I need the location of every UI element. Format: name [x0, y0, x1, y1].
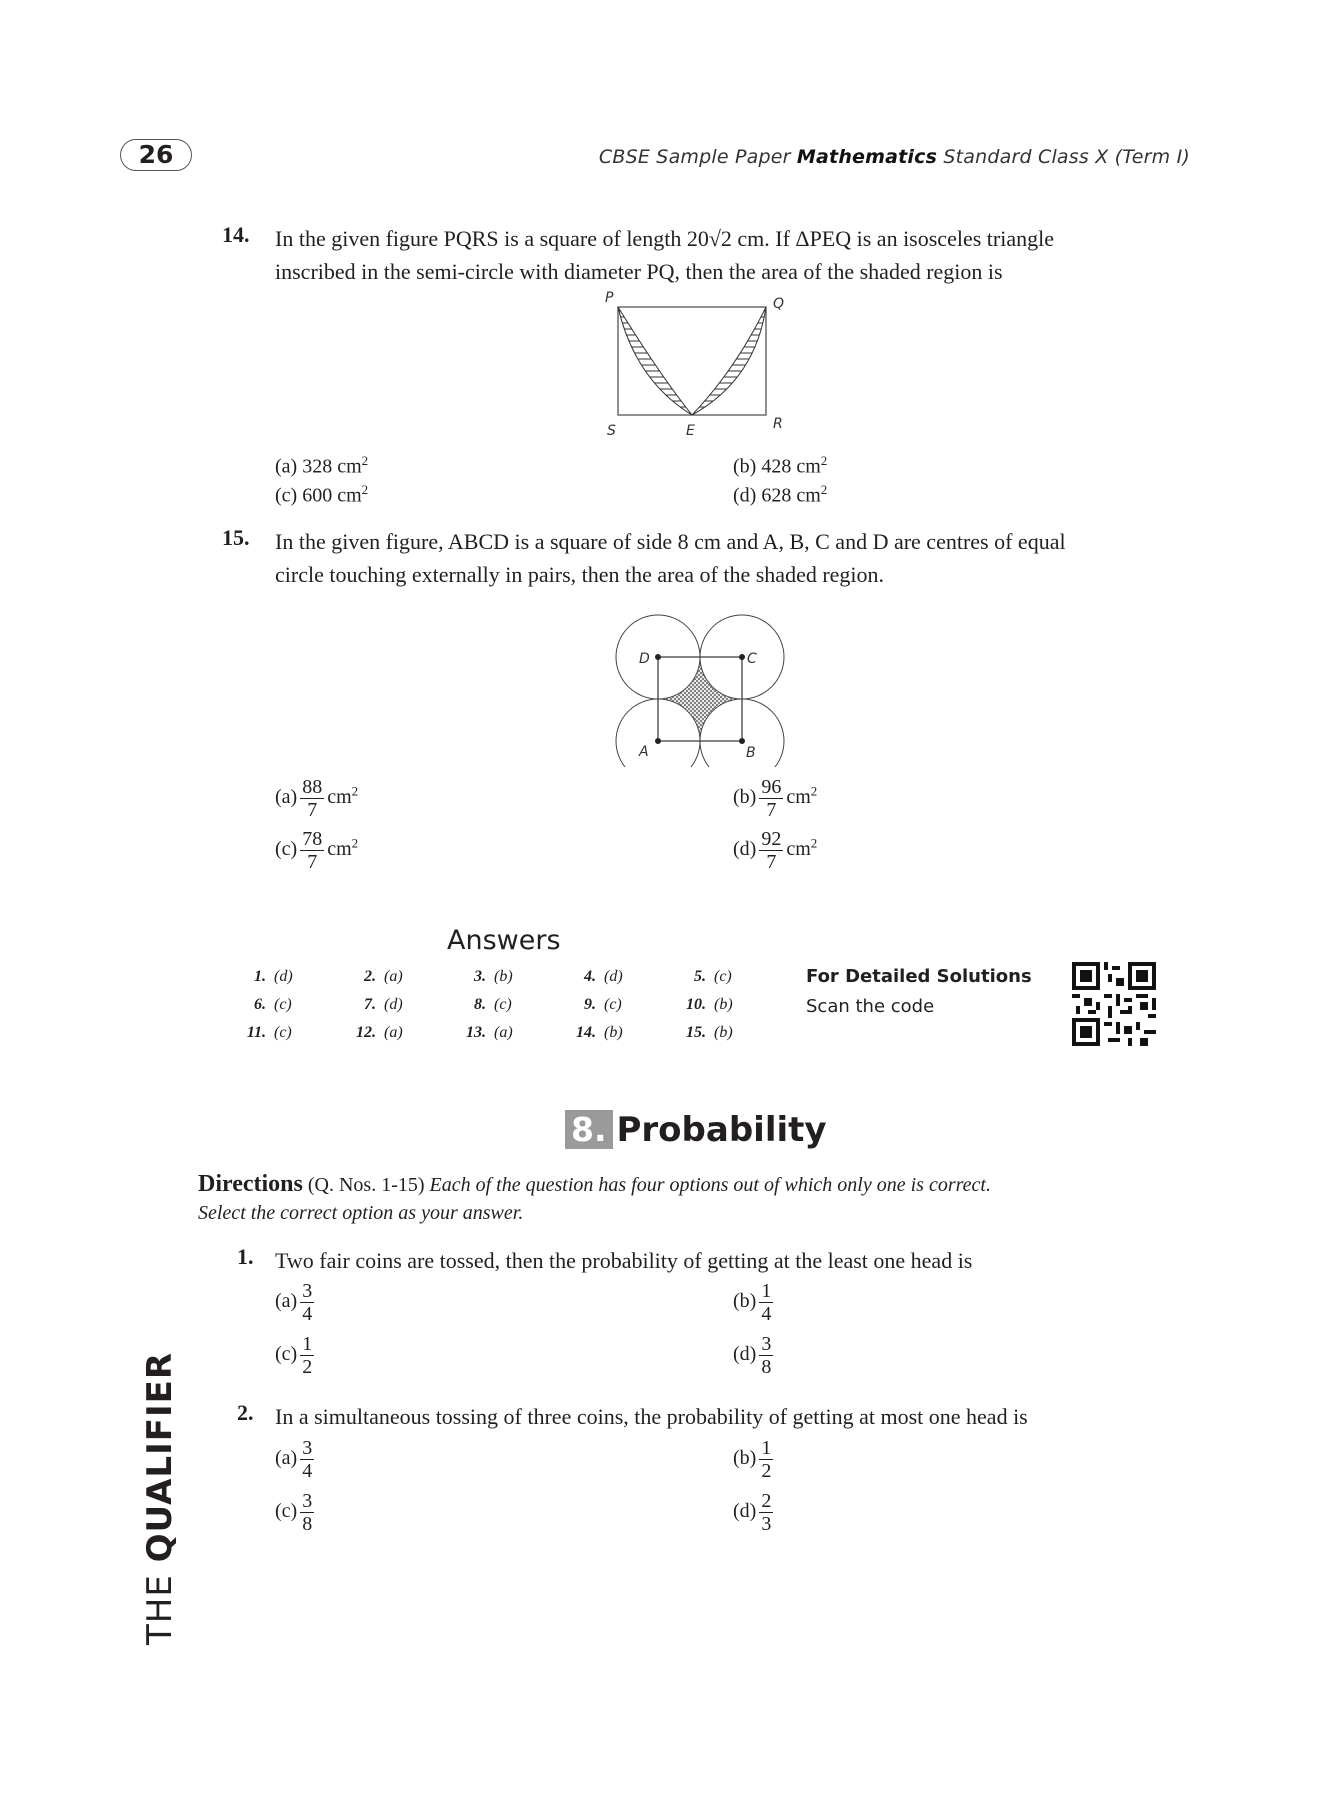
question-15-text: [275, 525, 1066, 591]
question-2-number: 2.: [237, 1400, 254, 1425]
square-semicircle-figure: [595, 290, 795, 440]
running-head-prefix: CBSE Sample Paper: [598, 146, 797, 168]
q14-option-d: (d) 628 $cm^2$: [733, 482, 828, 507]
answer-item: 14. (b): [576, 1024, 623, 1041]
directions: [198, 1170, 1168, 1227]
question-15-line1: In the given figure, ABCD is a square of side 8 cm and A, B, C and D are centres of equal: [275, 529, 1066, 554]
question-14-number: 14.: [222, 222, 250, 247]
question-2-text: In a simultaneous tossing of three coins, the probability of getting at most one head is: [275, 1404, 1028, 1429]
answer-item: 5. (c): [694, 968, 732, 985]
q2-option-d: (d) $\frac{2}{3}$: [733, 1490, 772, 1535]
page-number-badge: [120, 139, 192, 171]
answer-item: 1. (d): [254, 968, 293, 985]
answer-item: 6. (c): [254, 996, 292, 1013]
running-head-suffix: Standard Class X (Term I): [937, 146, 1190, 168]
running-head: [599, 146, 1190, 168]
q1-option-b: (b) $\frac{1}{4}$: [733, 1280, 772, 1325]
q15-option-d: (d) $\frac{92}{7}$ $cm^2$: [733, 828, 818, 873]
answer-item: 12. (a): [356, 1024, 403, 1041]
answers-title: Answers: [447, 925, 561, 956]
label-r: R: [773, 416, 783, 432]
answer-item: 2. (a): [364, 968, 403, 985]
answer-item: 4. (d): [584, 968, 623, 985]
q2-option-b: (b) $\frac{1}{2}$: [733, 1437, 772, 1482]
page-number: 26: [138, 140, 174, 169]
label-e: E: [686, 423, 695, 439]
directions-range: (Q. Nos. 1-15): [307, 1174, 425, 1196]
label-c: C: [747, 651, 757, 667]
q15-option-a: (a) $\frac{88}{7}$ $cm^2$: [275, 776, 359, 821]
solutions-subtext: Scan the code: [806, 996, 935, 1017]
answer-item: 11. (c): [246, 1024, 292, 1041]
question-14-text: [275, 222, 1054, 288]
label-a: A: [639, 744, 649, 760]
qr-code-icon[interactable]: [1072, 962, 1156, 1046]
answer-item: 3. (b): [474, 968, 513, 985]
q1-option-c: (c) $\frac{1}{2}$: [275, 1333, 313, 1378]
brand-light: THE: [140, 1562, 180, 1645]
chapter-title: Probability: [616, 1110, 827, 1150]
directions-text-1: Each of the question has four options out of which only one is correct.: [429, 1174, 991, 1196]
q15-option-c: (c) $\frac{78}{7}$ $cm^2$: [275, 828, 359, 873]
q1-option-d: (d) $\frac{3}{8}$: [733, 1333, 772, 1378]
answer-item: 8. (c): [474, 996, 512, 1013]
question-1-text: Two fair coins are tossed, then the probability of getting at the least one head is: [275, 1248, 973, 1273]
chapter-number: 8.: [565, 1110, 613, 1149]
label-d: D: [639, 651, 650, 667]
q2-option-a: (a) $\frac{3}{4}$: [275, 1437, 313, 1482]
solutions-heading: For Detailed Solutions: [806, 966, 1032, 987]
directions-label: Directions: [198, 1171, 303, 1197]
label-s: S: [607, 423, 616, 439]
answer-item: 15. (b): [686, 1024, 733, 1041]
question-15-number: 15.: [222, 525, 250, 550]
running-head-subject: Mathematics: [796, 146, 938, 168]
answers-grid: [222, 968, 782, 1058]
four-circles-figure: [605, 597, 785, 767]
label-b: B: [746, 745, 756, 761]
answer-item: 7. (d): [364, 996, 403, 1013]
chapter-heading: [565, 1110, 827, 1150]
question-1-number: 1.: [237, 1244, 254, 1269]
directions-text-2: Select the correct option as your answer.: [198, 1202, 524, 1224]
q14-option-a: (a) 328 $cm^2$: [275, 453, 369, 478]
q15-option-b: (b) $\frac{96}{7}$ $cm^2$: [733, 776, 818, 821]
answer-item: 9. (c): [584, 996, 622, 1013]
q2-option-c: (c) $\frac{3}{8}$: [275, 1490, 313, 1535]
q14-option-c: (c) 600 $cm^2$: [275, 482, 369, 507]
answer-item: 13. (a): [466, 1024, 513, 1041]
q14-option-b: (b) 428 $cm^2$: [733, 453, 828, 478]
brand-bold: QUALIFIER: [140, 1351, 180, 1563]
side-brand: [140, 1352, 180, 1645]
label-p: P: [605, 290, 614, 306]
label-q: Q: [773, 296, 785, 312]
question-14-line1: In the given figure PQRS is a square of length 20√2 cm. If ΔPEQ is an isosceles triangle: [275, 226, 1054, 251]
question-15-line2: circle touching externally in pairs, then the area of the shaded region.: [275, 562, 885, 587]
answer-item: 10. (b): [686, 996, 733, 1013]
question-14-line2: inscribed in the semi-circle with diameter PQ, then the area of the shaded region is: [275, 259, 1003, 284]
q1-option-a: (a) $\frac{3}{4}$: [275, 1280, 313, 1325]
